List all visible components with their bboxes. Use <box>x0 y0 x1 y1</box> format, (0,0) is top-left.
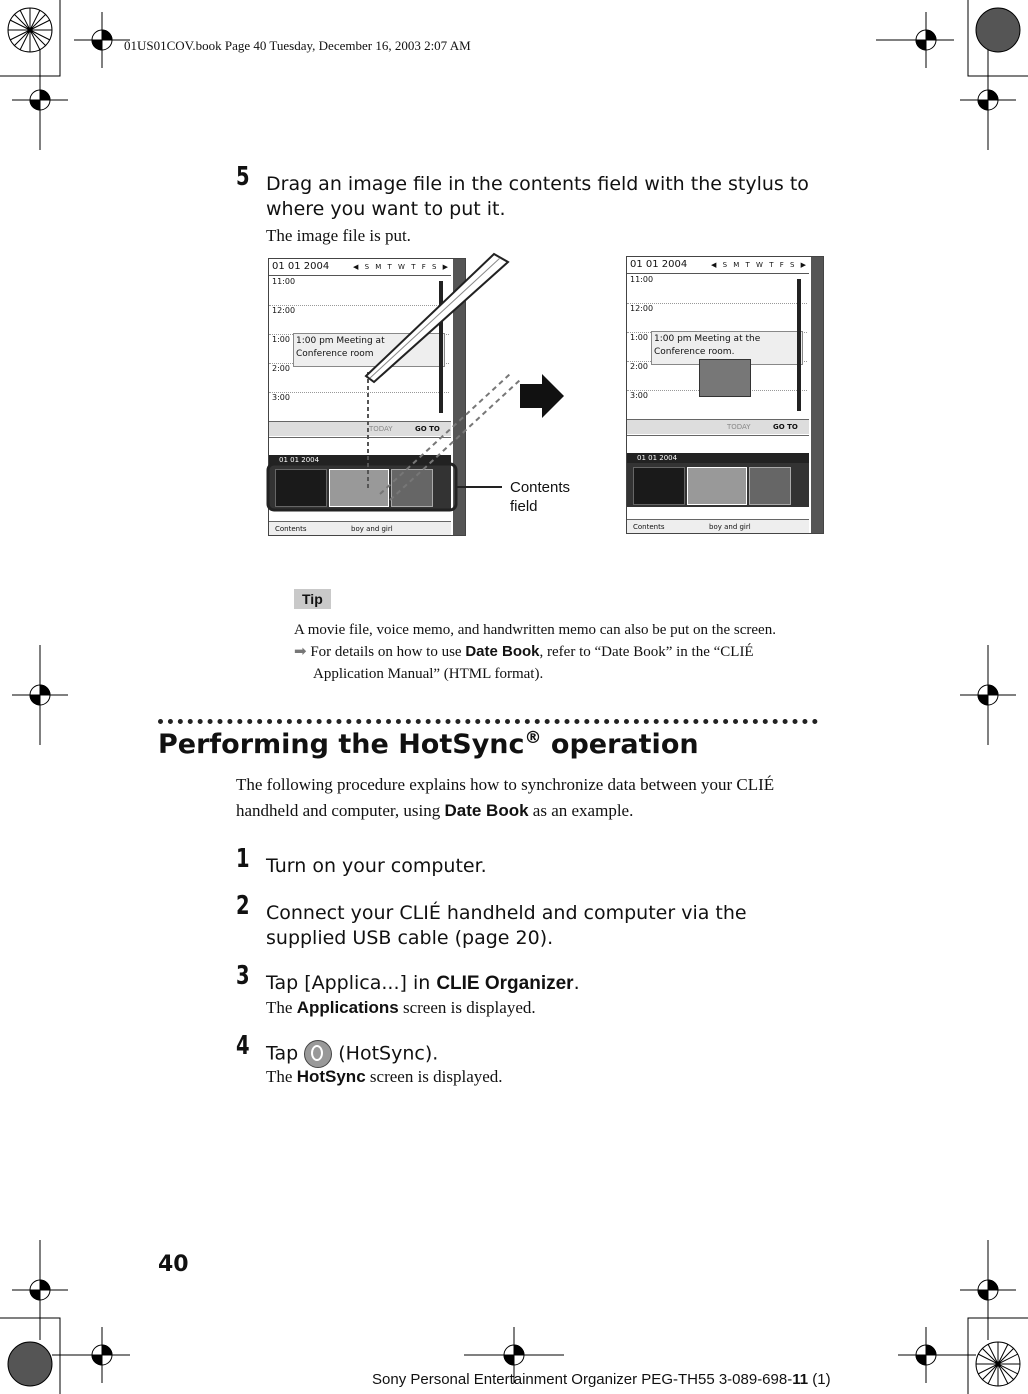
product-line-pre: Sony Personal Entertainment Organizer PEG-TH55 3-089-698- <box>372 1371 793 1388</box>
toolbar <box>627 419 809 434</box>
step-3-res-bold: Applications <box>296 998 399 1017</box>
day-selector[interactable]: ◀ S M T W T F S ▶ <box>711 261 808 269</box>
title-reg: ® <box>524 728 542 748</box>
time-slot: 11:00 <box>269 277 449 306</box>
contents-field-callout <box>510 478 570 516</box>
file-name: boy and girl <box>351 525 393 533</box>
step-3-pre: Tap [Applica...] in <box>266 972 437 994</box>
screen-after <box>626 256 824 534</box>
file-name: boy and girl <box>709 523 751 531</box>
step-2-text <box>266 901 747 951</box>
contents-strip[interactable] <box>627 463 809 507</box>
section-title <box>158 728 699 760</box>
step-4-result <box>266 1065 503 1089</box>
step-4-text <box>266 1040 438 1068</box>
step-3-result <box>266 996 536 1020</box>
time-slot: 12:00 <box>269 306 449 335</box>
tip-body <box>294 619 834 685</box>
step-4-res-bold: HotSync <box>296 1067 366 1086</box>
event-line2: Conference room <box>296 349 374 359</box>
section-intro <box>236 772 836 824</box>
product-line <box>372 1371 831 1388</box>
time-slot: 11:00 <box>627 275 807 304</box>
step-5-instruction <box>266 172 866 222</box>
hotsync-icon[interactable] <box>304 1040 332 1068</box>
step-4-pre: Tap <box>266 1042 305 1065</box>
product-line-bold: 11 <box>792 1371 809 1388</box>
placed-image[interactable] <box>699 359 751 397</box>
thumbnail-image[interactable] <box>633 467 685 505</box>
step-3-res-pre: The <box>266 998 297 1017</box>
step-1-text: Turn on your computer. <box>266 855 487 877</box>
step-5-line1: Drag an image file in the contents field with the stylus to <box>266 173 809 195</box>
step-2-line1: Connect your CLIÉ handheld and computer via the <box>266 902 747 924</box>
date-header <box>627 257 809 274</box>
tip-line2-bold: Date Book <box>465 643 540 660</box>
date-value: 01 01 2004 <box>630 259 688 270</box>
time-slot: 2:00 <box>269 364 449 393</box>
tip-line3: Application Manual” (HTML format). <box>313 666 544 682</box>
arrow-right-icon: ➡ <box>294 644 307 660</box>
event-line1: 1:00 pm Meeting at the <box>654 334 761 344</box>
step-5-line2: where you want to put it. <box>266 198 506 220</box>
step-3-number: 3 <box>236 961 250 991</box>
product-line-post: (1) <box>808 1371 831 1388</box>
scrollbar[interactable] <box>797 279 801 411</box>
step-1-number: 1 <box>236 844 250 874</box>
intro-line2-pre: handheld and computer, using <box>236 801 445 820</box>
callout-line2: field <box>510 498 538 515</box>
step-3-post: . <box>573 972 580 994</box>
step-4-post: (HotSync). <box>338 1042 439 1065</box>
time-slot: 1:00 <box>627 333 807 362</box>
step-4-res-pre: The <box>266 1067 297 1086</box>
tip-line2-pre: For details on how to use <box>310 644 466 660</box>
stylus-shadow <box>380 374 520 500</box>
contents-label[interactable]: Contents <box>275 525 307 533</box>
contents-label[interactable]: Contents <box>633 523 665 531</box>
step-3-text <box>266 971 580 996</box>
stylus-icon <box>366 254 508 382</box>
title-post: operation <box>541 729 699 760</box>
time-slot: 3:00 <box>269 393 449 422</box>
time-slot: 12:00 <box>627 304 807 333</box>
contents-field-highlight <box>268 464 456 510</box>
today-button[interactable]: TODAY <box>727 423 751 431</box>
tip-line2 <box>294 641 834 663</box>
step-3-res-post: screen is displayed. <box>398 998 536 1017</box>
intro-line2-bold: Date Book <box>444 801 529 820</box>
event-line1: 1:00 pm Meeting at <box>296 336 385 346</box>
intro-line2 <box>236 798 836 824</box>
right-arrow-icon <box>520 374 564 418</box>
step-2-number: 2 <box>236 891 250 921</box>
page-number: 40 <box>158 1252 189 1277</box>
time-slot: 2:00 <box>627 362 807 391</box>
goto-button[interactable]: GO TO <box>773 423 798 431</box>
time-slot: 3:00 <box>627 391 807 420</box>
step-4-res-post: screen is displayed. <box>365 1067 503 1086</box>
book-info-line: 01US01COV.book Page 40 Tuesday, December 16, 2003 2:07 AM <box>124 38 471 53</box>
tip-line1: A movie file, voice memo, and handwritten memo can also be put on the screen. <box>294 622 776 638</box>
step-4-number: 4 <box>236 1031 250 1061</box>
step-3-bold: CLIE Organizer <box>436 973 574 994</box>
callout-line1: Contents <box>510 479 571 496</box>
step-2-line2: supplied USB cable (page 20). <box>266 927 554 949</box>
thumbnail-image[interactable] <box>687 467 747 505</box>
time-slot: 1:00 <box>269 335 449 364</box>
strip-date: 01 01 2004 <box>279 456 320 464</box>
thumbnail-image[interactable] <box>749 467 791 505</box>
date-value: 01 01 2004 <box>272 261 330 272</box>
tool-row <box>627 435 809 452</box>
contents-footer <box>627 519 809 534</box>
strip-date: 01 01 2004 <box>637 454 678 462</box>
title-pre: Performing the HotSync <box>158 729 525 760</box>
goto-button[interactable]: GO TO <box>415 425 440 433</box>
event-line2: Conference room. <box>654 347 735 357</box>
day-selector[interactable]: ◀ S M T W T F S ▶ <box>353 263 450 271</box>
intro-line1: The following procedure explains how to synchronize data between your CLIÉ <box>236 775 775 794</box>
section-divider <box>158 719 818 724</box>
step-5-result: The image file is put. <box>266 226 411 245</box>
tip-badge: Tip <box>294 589 331 609</box>
contents-date-bar <box>627 453 809 463</box>
step-5-number: 5 <box>236 162 250 192</box>
side-tab-bar[interactable] <box>811 257 823 533</box>
today-button[interactable]: TODAY <box>369 425 393 433</box>
tip-line2-post: , refer to “Date Book” in the “CLIÉ <box>539 644 754 660</box>
intro-line2-post: as an example. <box>528 801 634 820</box>
